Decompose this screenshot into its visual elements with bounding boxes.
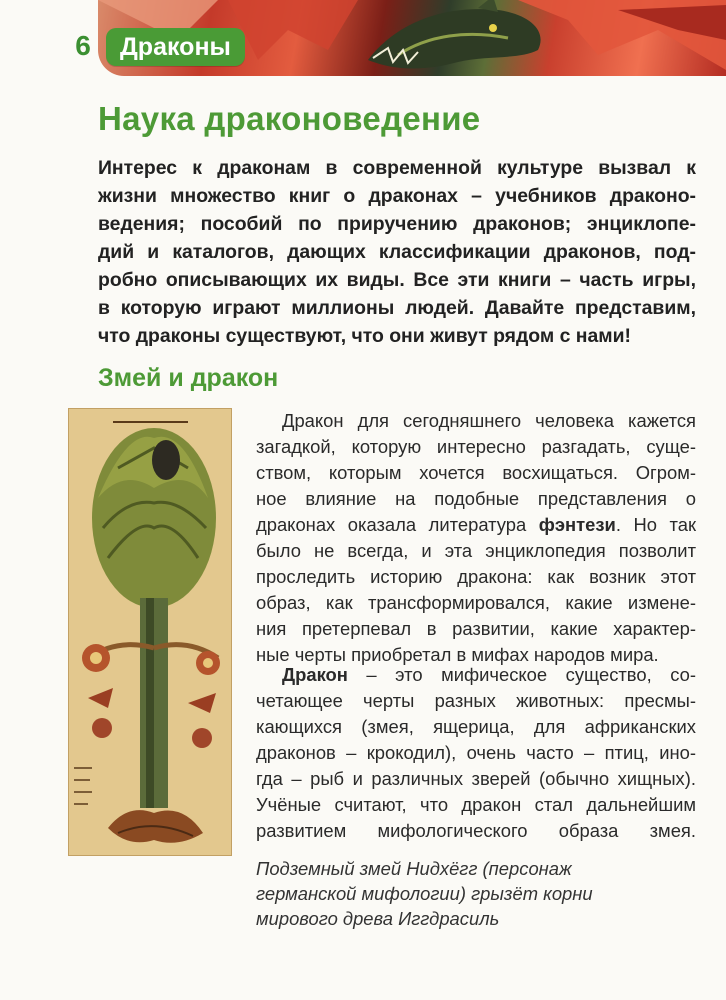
lead-line: робно описывающих их виды. Все эти книги – часть игры, [98, 269, 696, 291]
bold-term-dragon: Дракон [282, 664, 348, 685]
text-line: Учёные считают, что дракон стал дальнейшим [256, 794, 696, 815]
lead-line: жизни множество книг о драконах – учебников драконо- [98, 185, 696, 207]
paragraph-2 [256, 662, 696, 844]
lead-line: в которую играют миллионы людей. Давайте представим, [98, 297, 696, 319]
text-fragment: драконах оказала литература [256, 514, 539, 535]
text-line: ния претерпевал в развитии, какие характер- [256, 618, 696, 639]
text-line: проследить историю дракона: как возник этот [256, 566, 696, 587]
page-number: 6 [75, 30, 91, 61]
text-line: ное влияние на подобные представления о [256, 488, 696, 509]
illustration-caption [256, 856, 696, 931]
caption-line: германской мифологии) грызёт корни [256, 883, 593, 904]
lead-line: ведения; пособий по приручению драконов; энциклопе- [98, 213, 696, 235]
text-line: четающее черты разных животных: пресмы- [256, 690, 696, 711]
text-line: кающихся (змея, ящерица, для африканских [256, 716, 696, 737]
lead-paragraph [98, 154, 696, 350]
text-line [256, 662, 696, 688]
section-subtitle: Змей и дракон [98, 364, 279, 392]
caption-line: мирового древа Иггдрасиль [256, 908, 500, 929]
text-line: Дракон для сегодняшнего человека кажется [282, 410, 696, 431]
yggdrasil-illustration [68, 408, 232, 856]
text-line: образ, как трансформировался, какие измене- [256, 592, 696, 613]
lead-line: дий и каталогов, дающих классификации драконов, под- [98, 241, 696, 263]
text-line: ством, которым хочется восхищаться. Огром- [256, 462, 696, 483]
lead-line: что драконы существуют, что они живут рядом с нами! [98, 325, 631, 347]
bold-term-fantasy: фэнтези [538, 514, 616, 535]
section-tab: Драконы [106, 28, 245, 66]
text-line: загадкой, которую интересно разгадать, суще- [256, 436, 696, 457]
paragraph-1 [256, 408, 696, 668]
text-fragment: . Но так [615, 514, 697, 535]
page-title: Наука драконоведение [98, 100, 481, 137]
lead-line: Интерес к драконам в современной культуре вызвал к [98, 157, 696, 179]
text-line: развитием мифологического образа змея. [256, 820, 696, 841]
yggdrasil-tree-icon [68, 408, 232, 856]
caption-line: Подземный змей Нидхёгг (персонаж [256, 858, 572, 879]
text-fragment: – это мифическое существо, со- [347, 664, 696, 685]
text-line [256, 512, 696, 538]
text-line: драконов – крокодил), очень часто – птиц, ино- [256, 742, 696, 763]
text-line: ные черты приобретал в мифах народов мира. [256, 644, 659, 665]
text-line: гда – рыб и различных зверей (обычно хищных). [256, 768, 696, 789]
text-line: было не всегда, и эта энциклопедия позволит [256, 540, 696, 561]
